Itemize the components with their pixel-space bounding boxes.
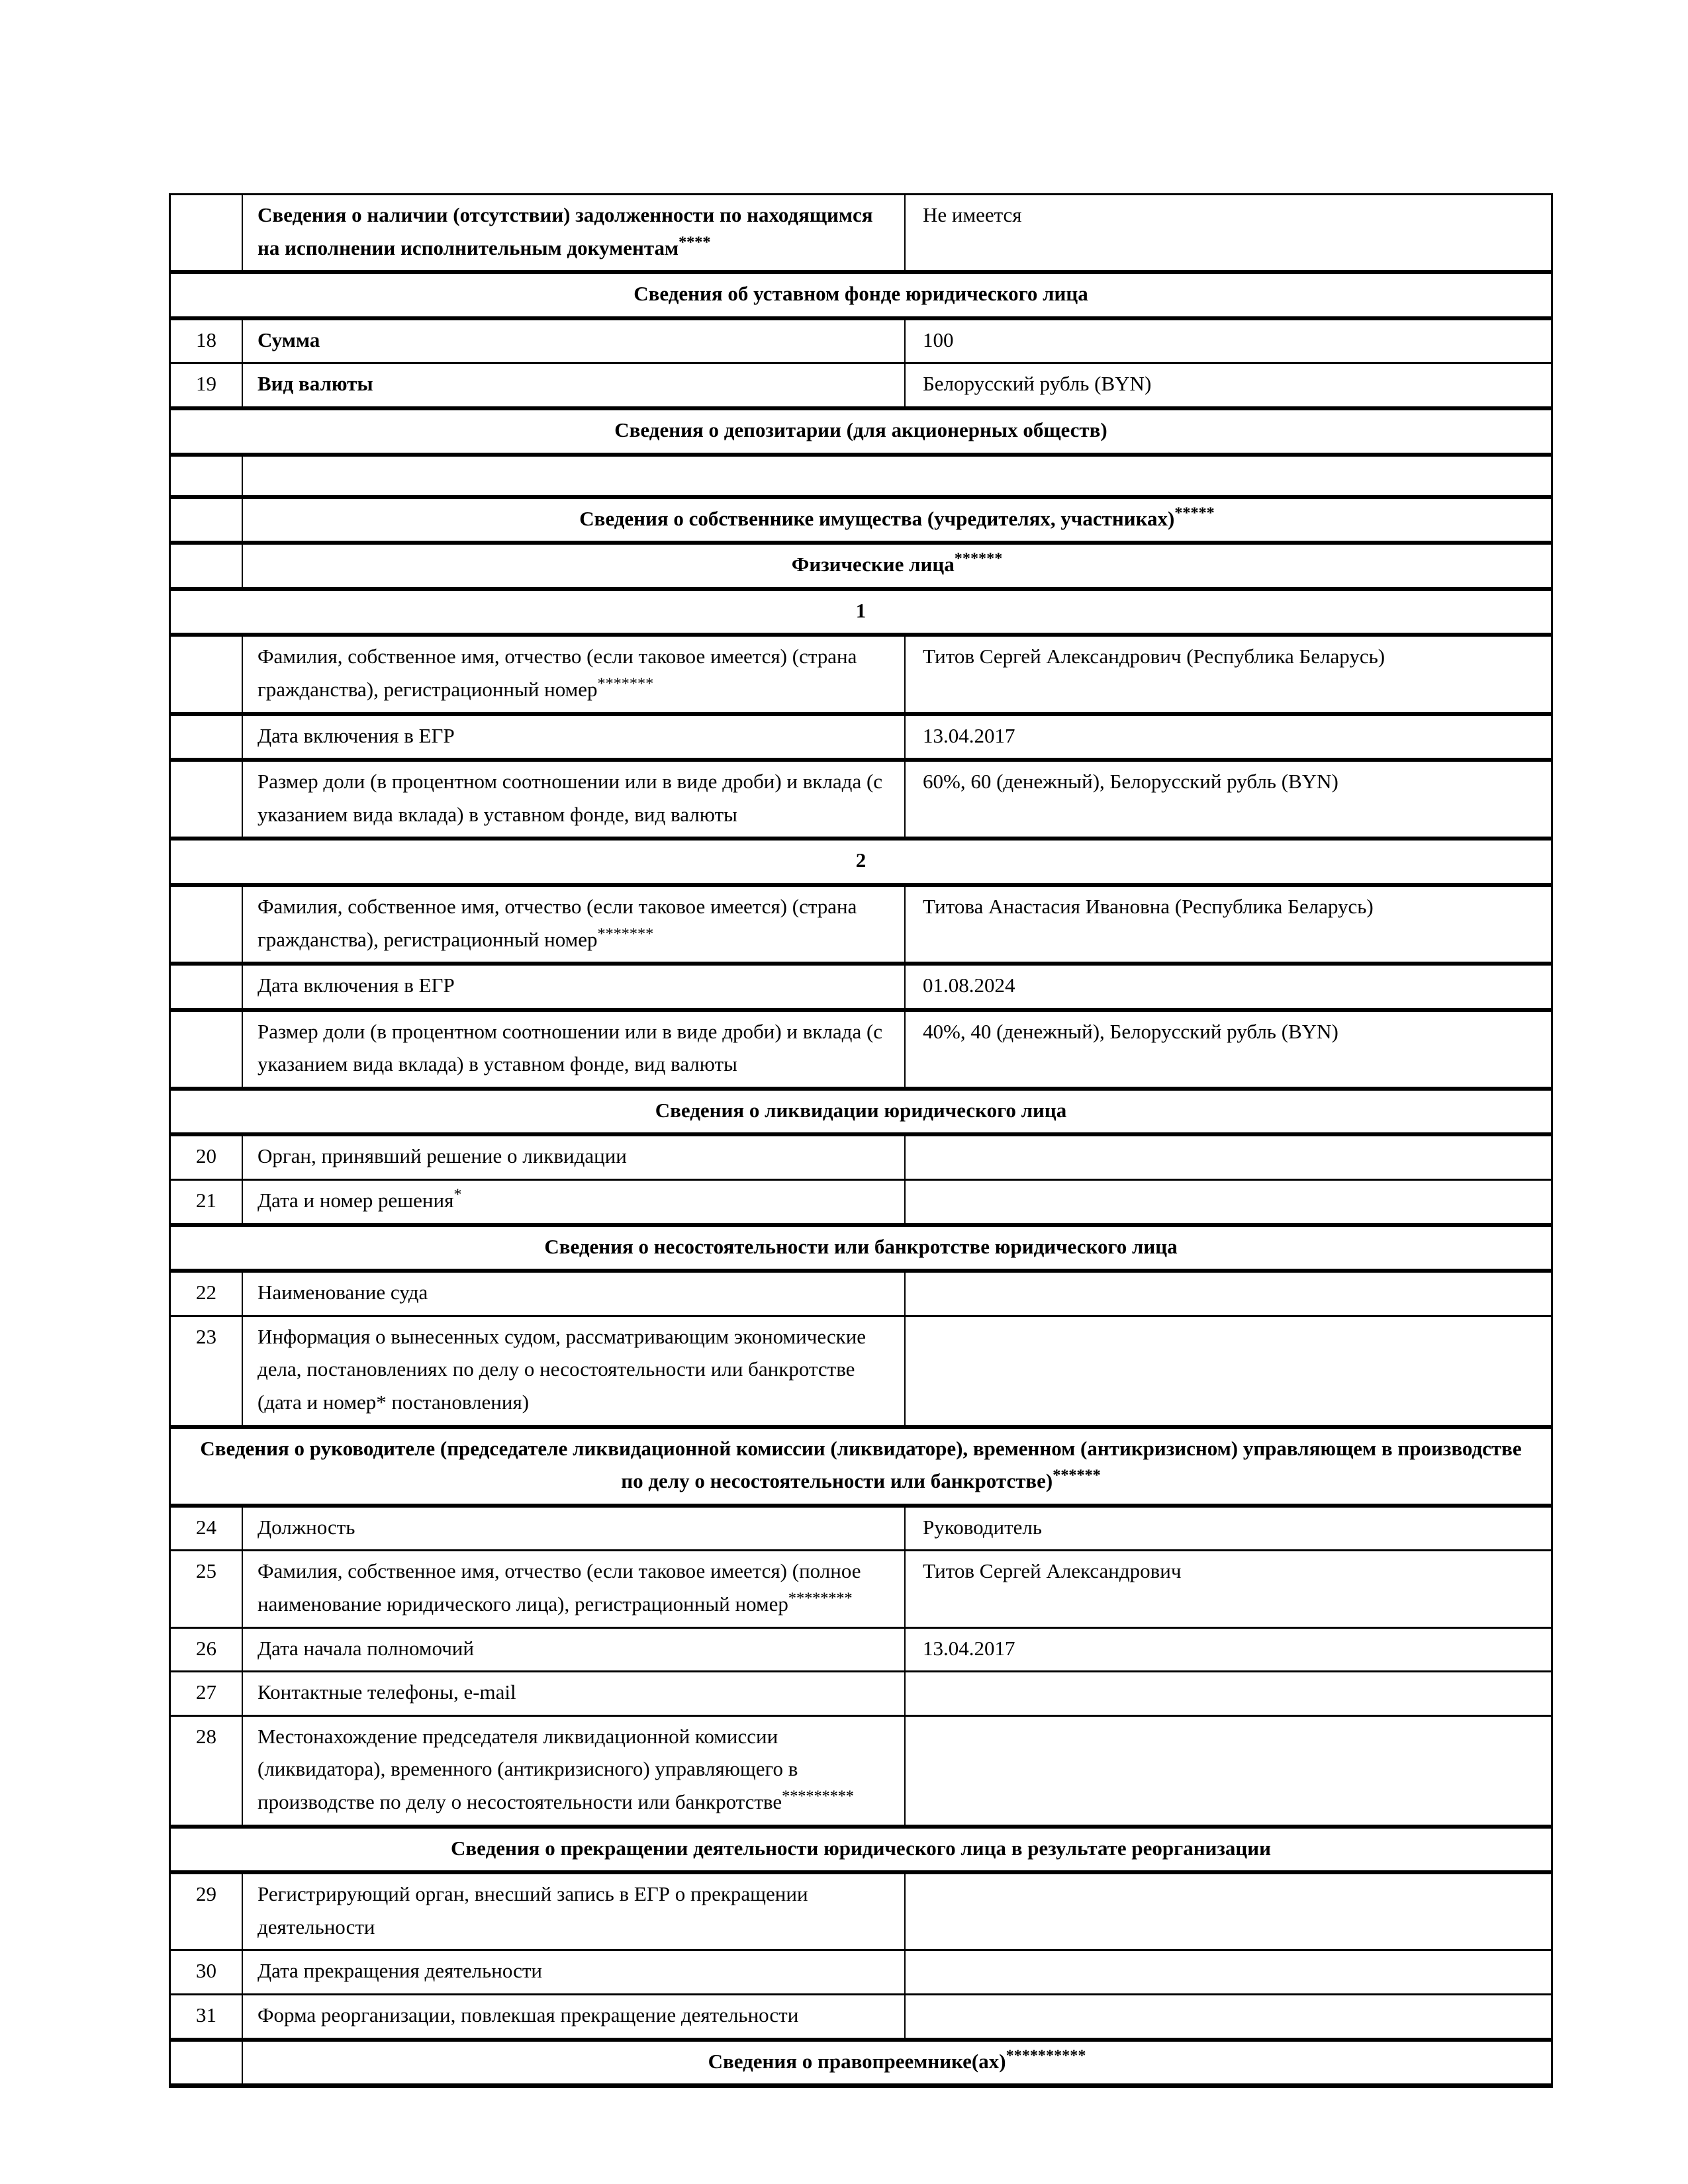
row-number-cell bbox=[171, 887, 243, 962]
row-value-cell bbox=[906, 1181, 1551, 1223]
row-label: Местонахождение председателя ликвидационной комиссии (ликвидатора), временного (антикризисного) управляющего в производстве по делу о несостоятельности или банкротстве bbox=[258, 1724, 798, 1813]
row-number-cell: 22 bbox=[171, 1273, 243, 1315]
row-label-cell bbox=[243, 1508, 906, 1550]
footnote-mark: ****** bbox=[954, 549, 1003, 568]
row-value-cell bbox=[906, 1717, 1551, 1825]
row-number-cell bbox=[171, 195, 243, 270]
row-label-cell bbox=[243, 1181, 906, 1223]
row-label-cell bbox=[243, 1717, 906, 1825]
row-number-cell: 31 bbox=[171, 1995, 243, 2038]
table-row bbox=[171, 1179, 1551, 1223]
empty-row bbox=[171, 453, 1551, 495]
table-row bbox=[171, 1670, 1551, 1715]
row-number-cell bbox=[171, 762, 243, 837]
row-value-cell bbox=[906, 1273, 1551, 1315]
row-number-cell: 24 bbox=[171, 1508, 243, 1550]
row-label: Должность bbox=[258, 1515, 355, 1539]
row-label-cell bbox=[243, 320, 906, 363]
row-label-cell bbox=[243, 1951, 906, 1993]
row-number-cell bbox=[171, 545, 243, 587]
table-row bbox=[171, 1132, 1551, 1179]
row-label: Дата и номер решения bbox=[258, 1189, 454, 1212]
row-label: Дата прекращения деятельности bbox=[258, 1959, 542, 1983]
row-number-cell bbox=[171, 457, 243, 495]
section-title bbox=[171, 274, 1551, 316]
row-value-cell bbox=[906, 1995, 1551, 2038]
row-number-cell bbox=[171, 2042, 243, 2084]
table-row bbox=[171, 316, 1551, 363]
row-label-cell bbox=[243, 1995, 906, 2038]
section-title bbox=[171, 1091, 1551, 1133]
row-number-cell: 28 bbox=[171, 1717, 243, 1825]
section-header-row bbox=[171, 1223, 1551, 1269]
row-value-cell: 13.04.2017 bbox=[923, 1636, 1015, 1660]
row-label: Сведения о наличии (отсутствии) задолженности по находящимся на исполнении исполнительным документам bbox=[258, 203, 873, 259]
section-header-row bbox=[171, 270, 1551, 316]
table-row bbox=[171, 633, 1551, 711]
row-value-cell: 40%, 40 (денежный), Белорусский рубль (BYN) bbox=[923, 1019, 1338, 1043]
row-label-cell bbox=[243, 195, 906, 270]
subsection-number-row bbox=[171, 837, 1551, 883]
row-value-cell: Руководитель bbox=[923, 1515, 1043, 1539]
subsection-number-row bbox=[171, 587, 1551, 633]
subsection-number: 2 bbox=[855, 848, 867, 872]
row-label-cell bbox=[243, 637, 906, 711]
footnote-mark: ******* bbox=[597, 674, 654, 693]
row-label-cell bbox=[243, 887, 906, 962]
row-value-cell: Титов Сергей Александрович bbox=[923, 1559, 1182, 1583]
row-value-cell: 60%, 60 (денежный), Белорусский рубль (BYN) bbox=[923, 770, 1338, 794]
empty-cell bbox=[243, 457, 1551, 495]
row-value-cell bbox=[906, 1317, 1551, 1425]
table-row bbox=[171, 1993, 1551, 2038]
section-header-row bbox=[171, 2038, 1551, 2084]
row-label-cell bbox=[243, 1012, 906, 1087]
row-label: Форма реорганизации, повлекшая прекращение деятельности bbox=[258, 2003, 799, 2026]
row-label-cell bbox=[243, 1317, 906, 1425]
footnote-mark: ******** bbox=[788, 1589, 853, 1608]
table-row bbox=[171, 962, 1551, 1008]
row-label: Вид валюты bbox=[258, 372, 373, 396]
section-title-text: Сведения о депозитарии (для акционерных обществ) bbox=[614, 418, 1107, 441]
table-row bbox=[171, 362, 1551, 406]
row-number-cell: 18 bbox=[171, 320, 243, 363]
table-row bbox=[171, 1315, 1551, 1425]
row-number-cell bbox=[171, 716, 243, 758]
section-header-row bbox=[171, 541, 1551, 587]
row-label-cell bbox=[243, 1874, 906, 1949]
row-label: Сумма bbox=[258, 328, 320, 351]
row-label-cell bbox=[243, 762, 906, 837]
row-number-cell: 21 bbox=[171, 1181, 243, 1223]
row-value-cell: Титов Сергей Александрович (Республика Беларусь) bbox=[923, 645, 1385, 668]
row-label-cell bbox=[243, 1629, 906, 1671]
row-number-cell: 20 bbox=[171, 1136, 243, 1179]
row-label: Фамилия, собственное имя, отчество (если таковое имеется) (страна гражданства), регистрационный номер bbox=[258, 645, 857, 701]
row-label-cell bbox=[243, 966, 906, 1008]
row-number-cell bbox=[171, 1012, 243, 1087]
section-title bbox=[243, 545, 1551, 587]
row-value-cell: Титова Анастасия Ивановна (Республика Беларусь) bbox=[923, 894, 1374, 918]
row-number-cell: 25 bbox=[171, 1551, 243, 1626]
section-title-text: Сведения о ликвидации юридического лица bbox=[655, 1098, 1067, 1122]
section-header-row bbox=[171, 406, 1551, 453]
row-value-cell: Белорусский рубль (BYN) bbox=[923, 372, 1152, 396]
row-number-cell bbox=[171, 966, 243, 1008]
row-value-cell bbox=[906, 1136, 1551, 1179]
section-header-row bbox=[171, 495, 1551, 541]
row-number-cell: 23 bbox=[171, 1317, 243, 1425]
row-label: Фамилия, собственное имя, отчество (если таковое имеется) (страна гражданства), регистрационный номер bbox=[258, 894, 857, 951]
footnote-mark: **** bbox=[679, 233, 711, 251]
footnote-mark: ********* bbox=[782, 1787, 854, 1805]
row-number-cell: 27 bbox=[171, 1672, 243, 1715]
section-title-text: Физические лица bbox=[791, 553, 955, 576]
table-row bbox=[171, 1715, 1551, 1825]
row-label-cell bbox=[243, 364, 906, 406]
row-label: Дата включения в ЕГР bbox=[258, 974, 455, 997]
subsection-number: 1 bbox=[855, 598, 867, 622]
section-header-row bbox=[171, 1087, 1551, 1133]
row-value-cell bbox=[906, 1874, 1551, 1949]
row-label: Дата начала полномочий bbox=[258, 1636, 474, 1660]
section-title-text: Сведения об уставном фонде юридического лица bbox=[633, 282, 1088, 306]
section-title-text: Сведения о несостоятельности или банкротстве юридического лица bbox=[544, 1234, 1178, 1258]
section-title bbox=[171, 1227, 1551, 1269]
table-row bbox=[171, 758, 1551, 837]
section-title bbox=[171, 410, 1551, 453]
row-label-cell bbox=[243, 1551, 906, 1626]
row-value-cell: 100 bbox=[923, 328, 954, 351]
footnote-mark: ******* bbox=[597, 925, 654, 943]
row-label: Дата включения в ЕГР bbox=[258, 723, 455, 747]
table-row bbox=[171, 195, 1551, 270]
section-title-text: Сведения о руководителе (председателе ликвидационной комиссии (ликвидаторе), временном (антикризисном) управляющем в производстве по делу о несостоятельности или банкротстве) bbox=[200, 1436, 1522, 1493]
row-number-cell: 30 bbox=[171, 1951, 243, 1993]
row-number-cell bbox=[171, 637, 243, 711]
row-label-cell bbox=[243, 1136, 906, 1179]
table-row bbox=[171, 712, 1551, 758]
row-label-cell bbox=[243, 716, 906, 758]
registry-extract-table bbox=[169, 193, 1553, 2088]
footnote-mark: * bbox=[453, 1185, 462, 1204]
table-row bbox=[171, 1269, 1551, 1315]
table-row bbox=[171, 1870, 1551, 1949]
section-title bbox=[243, 2042, 1551, 2084]
section-title-text: Сведения о прекращении деятельности юридического лица в результате реорганизации bbox=[451, 1836, 1271, 1860]
row-value-cell bbox=[906, 1672, 1551, 1715]
table-row bbox=[171, 1549, 1551, 1626]
section-title-text: Сведения о правопреемнике(ах) bbox=[708, 2049, 1006, 2073]
table-row bbox=[171, 1504, 1551, 1550]
table-row bbox=[171, 1627, 1551, 1671]
row-value-cell: 01.08.2024 bbox=[923, 974, 1015, 997]
footnote-mark: ****** bbox=[1053, 1466, 1101, 1484]
section-header-row bbox=[171, 1825, 1551, 1871]
row-label-cell bbox=[243, 1672, 906, 1715]
row-value-cell: Не имеется bbox=[923, 203, 1022, 226]
section-title-text: Сведения о собственнике имущества (учредителях, участниках) bbox=[579, 506, 1175, 530]
row-number-cell: 29 bbox=[171, 1874, 243, 1949]
row-label: Фамилия, собственное имя, отчество (если таковое имеется) (полное наименование юридического лица), регистрационный номер bbox=[258, 1559, 861, 1615]
row-label: Размер доли (в процентном соотношении или в виде дроби) и вклада (с указанием вида вклада) в уставном фонде, вид валюты bbox=[258, 1019, 883, 1076]
section-title bbox=[171, 1429, 1551, 1504]
footnote-mark: ***** bbox=[1174, 504, 1215, 522]
row-label: Информация о вынесенных судом, рассматривающим экономические дела, постановлениях по делу о несостоятельности или банкротстве (дата и номер* постановления) bbox=[258, 1324, 867, 1414]
section-header-row bbox=[171, 1425, 1551, 1504]
row-label-cell bbox=[243, 1273, 906, 1315]
footnote-mark: ********** bbox=[1006, 2046, 1086, 2065]
section-title bbox=[171, 1829, 1551, 1871]
row-label: Наименование суда bbox=[258, 1281, 428, 1304]
row-value-cell bbox=[906, 1951, 1551, 1993]
row-number-cell: 26 bbox=[171, 1629, 243, 1671]
row-label: Орган, принявший решение о ликвидации bbox=[258, 1144, 627, 1168]
row-label: Размер доли (в процентном соотношении или в виде дроби) и вклада (с указанием вида вклада) в уставном фонде, вид валюты bbox=[258, 770, 883, 826]
table-row bbox=[171, 1949, 1551, 1993]
row-label: Контактные телефоны, e-mail bbox=[258, 1680, 516, 1704]
table-row bbox=[171, 1008, 1551, 1087]
row-label: Регистрирующий орган, внесший запись в ЕГР о прекращении деятельности bbox=[258, 1882, 808, 1938]
section-title bbox=[243, 499, 1551, 541]
row-number-cell: 19 bbox=[171, 364, 243, 406]
row-value-cell: 13.04.2017 bbox=[923, 723, 1015, 747]
table-row bbox=[171, 883, 1551, 962]
row-number-cell bbox=[171, 499, 243, 541]
